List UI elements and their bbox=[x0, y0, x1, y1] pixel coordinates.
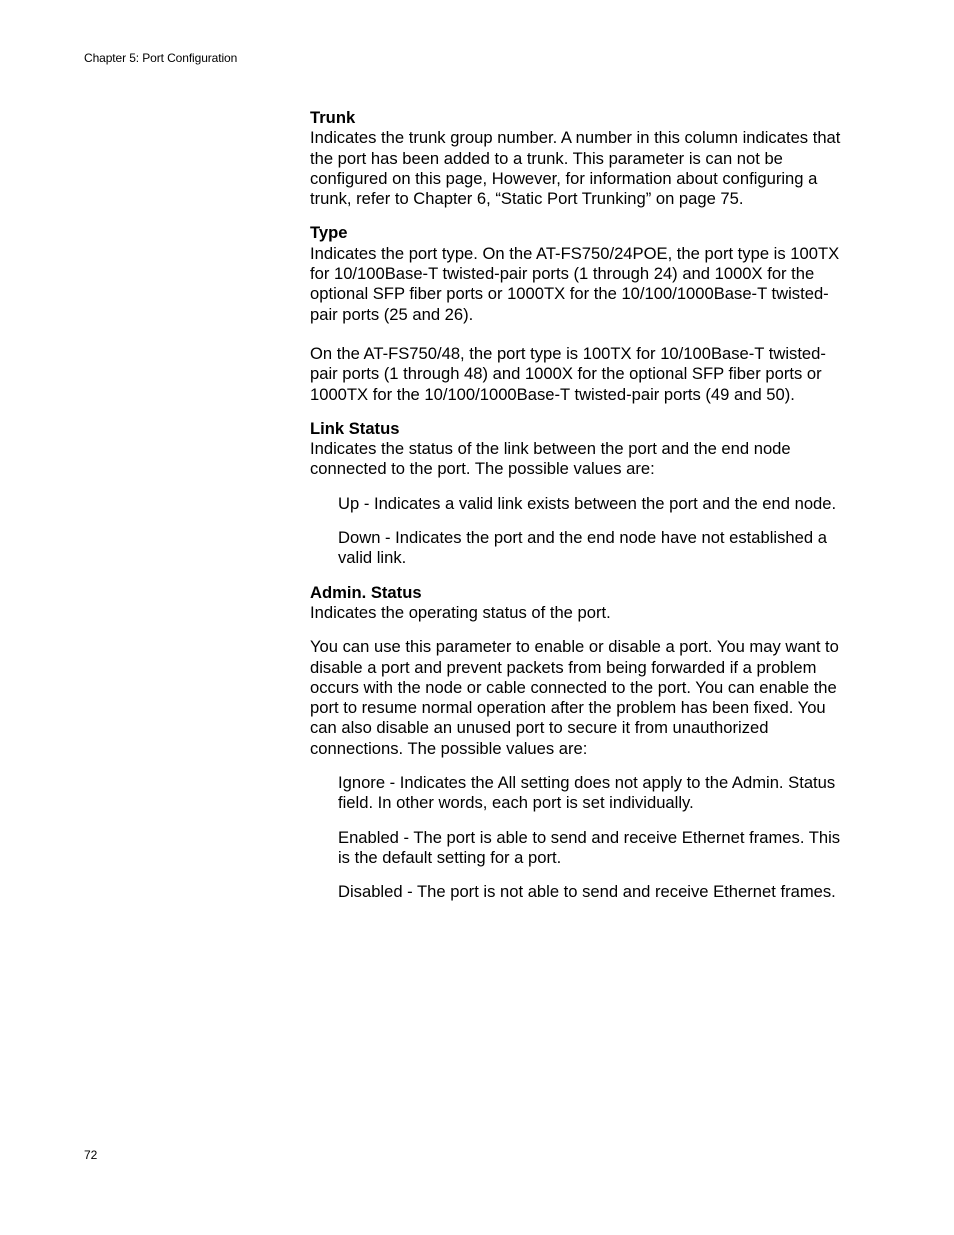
section-type bbox=[310, 223, 850, 404]
section-link-status bbox=[310, 419, 850, 569]
page-number: 72 bbox=[84, 1148, 98, 1162]
section-heading-admin-status: Admin. Status bbox=[310, 582, 422, 602]
section-heading-link-status: Link Status bbox=[310, 418, 400, 438]
section-admin-status bbox=[310, 583, 850, 903]
section-heading-type: Type bbox=[310, 223, 348, 243]
value-item: Down - Indicates the port and the end node have not established a valid link. bbox=[338, 528, 827, 568]
paragraph: Indicates the operating status of the port. bbox=[310, 602, 611, 622]
running-header: Chapter 5: Port Configuration bbox=[84, 51, 238, 65]
document-body bbox=[310, 108, 850, 917]
paragraph: Indicates the status of the link between the port and the end node connected to the port. The possible values are: bbox=[310, 439, 791, 479]
paragraph: Indicates the port type. On the AT-FS750/24POE, the port type is 100TX for 10/100Base-T twisted-pair ports (1 through 24) and 1000X for the optional SFP fiber ports or 1000TX for the 10/100/1000Base-T twisted-pair ports (25 and 26). bbox=[310, 243, 840, 324]
value-item: Up - Indicates a valid link exists between the port and the end node. bbox=[338, 493, 837, 513]
section-trunk bbox=[310, 108, 850, 209]
value-item: Enabled - The port is able to send and receive Ethernet frames. This is the default setting for a port. bbox=[338, 827, 841, 867]
section-heading-trunk: Trunk bbox=[310, 108, 356, 127]
value-item: Ignore - Indicates the All setting does not apply to the Admin. Status field. In other words, each port is set individually. bbox=[338, 773, 836, 813]
value-item: Disabled - The port is not able to send and receive Ethernet frames. bbox=[338, 882, 836, 902]
paragraph: On the AT-FS750/48, the port type is 100TX for 10/100Base-T twisted-pair ports (1 through 48) and 1000X for the optional SFP fiber ports or 1000TX for the 10/100/1000Base-T twisted-pair ports (49 and 50). bbox=[310, 343, 826, 404]
paragraph: You can use this parameter to enable or disable a port. You may want to disable a port and prevent packets from being forwarded if a problem occurs with the node or cable connected to the port. You can enable the port to resume normal operation after the problem has been fixed. You can also disable an unused port to secure it from unauthorized connections. The possible values are: bbox=[310, 637, 839, 758]
paragraph: Indicates the trunk group number. A number in this column indicates that the port has been added to a trunk. This parameter is can not be configured on this page, However, for information about configuring a trunk, refer to Chapter 6, “Static Port Trunking” on page 75. bbox=[310, 128, 841, 209]
